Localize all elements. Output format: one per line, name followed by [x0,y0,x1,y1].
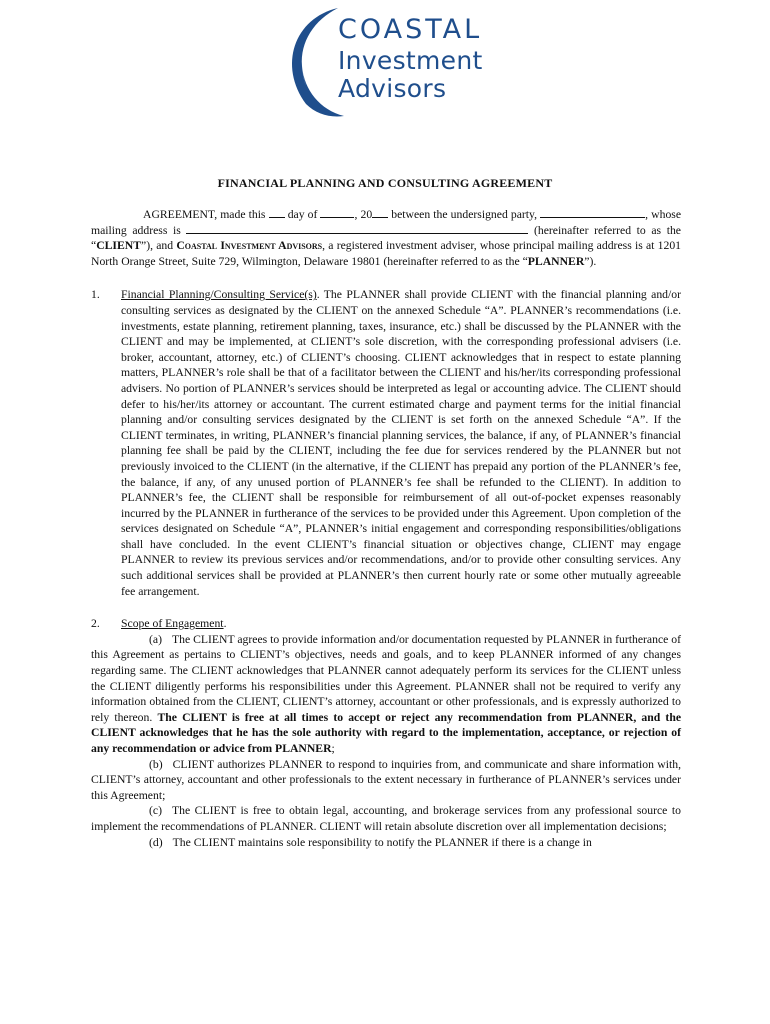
clause-c [91,803,681,834]
client-term: CLIENT [96,239,142,253]
clause-a [91,632,681,757]
clause-text: The CLIENT agrees to provide information and/or documentation requested by PLANNER in furtherance of this Agreement as pertains to CLIENT’s objectives, needs and goals, and to keep PLANNER informed of any changes regarding same. The CLIENT acknowledges that PLANNER cannot adequately perform its services for the CLIENT unless the CLIENT diligently performs his responsibilities under this Agreement. PLANNER shall not be required to verify any information obtained from the CLIENT, CLIENT’s attorney, accountant or other professionals, and is expressly authorized to rely thereon. [91,632,682,724]
clause-label: (d) [149,835,163,849]
party-name-blank[interactable] [540,207,645,218]
section-2-heading-line: Scope of Engagement. [121,617,227,631]
intro-text: , a registered investment adviser, whose principal mailing address is at 1201 North Orange Street, Suite 729, Wilmington, Delaware 19801 (hereinafter referred to as the “ [91,239,682,268]
clause-b [91,757,681,804]
clause-end: ; [331,742,335,755]
clause-text: The CLIENT maintains sole responsibility to notify the PLANNER if there is a change in [172,835,592,849]
intro-text: ”). [584,254,597,268]
intro-text: AGREEMENT, made this [143,208,266,221]
section-1-text [121,287,681,599]
section-2 [91,616,681,632]
section-body: . The PLANNER shall provide CLIENT with the financial planning and/or consulting services as designated by the CLIENT on the annexed Schedule “A”. PLANNER’s recommendations (i.e. investments, estate planning, retirement planning, taxes, insurance, etc.) shall be discussed by the PLANNER with the CLIENT and may be implemented, at CLIENT’s sole discretion, with the corresponding professional advisers (i.e. broker, accountant, attorney, etc.) of CLIENT’s choosing. CLIENT acknowledges that in respect to estate planning matters, PLANNER’s role shall be that of a facilitator between the CLIENT and his/her/its corresponding professional advisers. No portion of PLANNER’s services should be interpreted as legal or accounting advice. The CLIENT should defer to his/her/its attorney or accountant. The current estimated charge and payment terms for the initial financial planning and/or consulting services designated by the CLIENT is set forth on the annexed Schedule “A”. If the CLIENT terminates, in writing, PLANNER’s financial planning services, the balance, if any, of PLANNER’s financial planning fee shall be paid by the CLIENT, including the fee due for services rendered by the PLANNER but not previously invoiced to the CLIENT (in the alternative, if the CLIENT has prepaid any portion of the PLANNER’s fee, the balance, if any, of any unused portion of PLANNER’s fee shall be refunded to the CLIENT). In addition to PLANNER’s fee, the CLIENT shall be responsible for reimbursement of all out-of-pocket expenses reasonably incurred by the PLANNER in furtherance of the services to be provided under this Agreement. Upon completion of the services designated on Schedule “A”, PLANNER’s initial engagement and corresponding responsibilities/obligations shall have concluded. In the event CLIENT’s financial situation or objectives change, CLIENT may engage PLANNER to review its previous services and/or recommendations, and/or to provide other consulting services. Any such additional services shall be provided at PLANNER’s then current hourly rate or some other mutually agreeable fee arrangement. [121,288,681,598]
mailing-address-blank[interactable] [186,223,528,234]
logo-wordmark [338,16,483,104]
intro-paragraph [91,207,681,269]
logo-line-coastal: COASTAL [338,14,483,45]
clause-label: (a) [149,632,162,646]
clause-bold-text: The CLIENT is free at all times to accept or reject any recommendation from PLANNER, and the CLIENT acknowledges that he has the sole authority with regard to the implementation, acceptance, or rejection of any recommendation or advice from PLANNER [91,710,682,755]
clause-d [91,835,681,851]
company-logo [276,6,516,118]
logo-line-advisors: Advisors [338,74,447,103]
section-number: 2. [91,617,100,631]
clause-text: The CLIENT is free to obtain legal, accounting, and brokerage services from any professional source to implement the recommendations of PLANNER. CLIENT will retain absolute discretion over all implementation decisions; [91,804,681,833]
intro-text: ”), and [141,239,174,253]
intro-text: , 20 [354,208,373,221]
logo-line-investment: Investment [338,46,483,75]
section-number: 1. [91,288,100,302]
clause-label: (b) [149,757,163,771]
clause-text: CLIENT authorizes PLANNER to respond to inquiries from, and communicate and share information with, CLIENT’s attorney, accountant and other professionals to the extent necessary in furtherance of PLANNER’s services under this Agreement; [91,757,681,802]
intro-text: whose mailing address is [91,208,682,237]
intro-text: , [645,208,649,221]
planner-term: PLANNER [527,254,585,268]
agreement-body [91,207,681,850]
section-1 [91,287,681,599]
year-blank[interactable] [372,207,388,218]
intro-text: between the undersigned party, [391,208,538,221]
intro-text: (hereinafter referred to as the “ [91,223,681,253]
intro-text: day of [287,208,318,221]
document-title: FINANCIAL PLANNING AND CONSULTING AGREEMENT [217,176,553,190]
month-blank[interactable] [320,207,354,218]
section-heading: Scope of Engagement [121,617,224,631]
day-blank[interactable] [269,207,285,218]
swoosh-crescent-icon [276,6,346,118]
company-name: Coastal Investment Advisors [176,239,323,253]
clause-label: (c) [149,804,162,818]
section-heading: Financial Planning/Consulting Service(s) [121,288,317,302]
